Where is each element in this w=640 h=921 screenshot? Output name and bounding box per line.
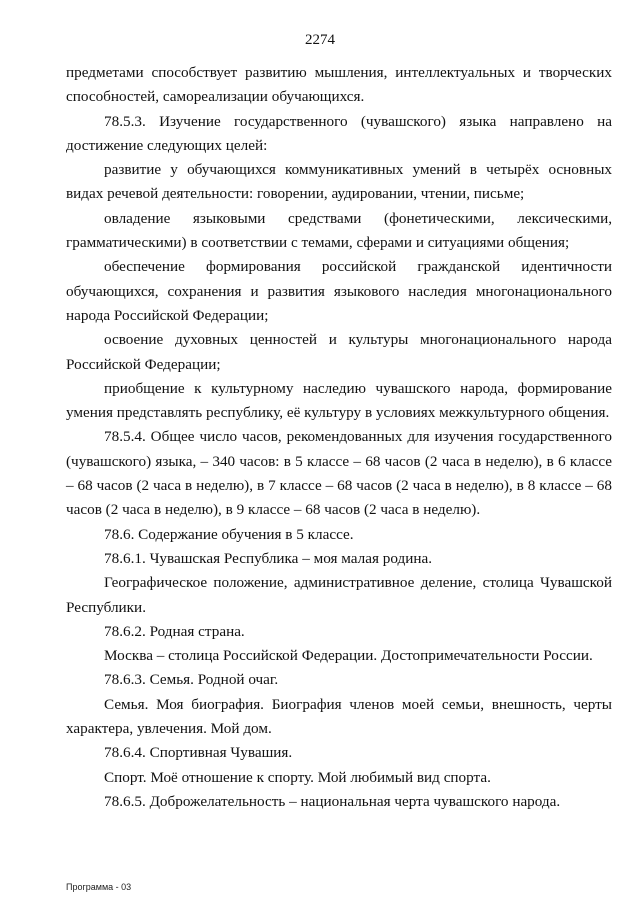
document-body	[66, 61, 612, 814]
goal-communicative-skills: развитие у обучающихся коммуникативных умений в четырёх основных видах речевой деятельности: говорении, аудировании, чтении, письме;	[66, 161, 612, 203]
goal-cultural-heritage: приобщение к культурному наследию чувашского народа, формирование умения представлять республику, её культуру в условиях межкультурного общения.	[66, 379, 612, 422]
content-78-6-2: Москва – столица Российской Федерации. Достопримечательности России.	[104, 647, 593, 665]
content-78-6-1: Географическое положение, административное деление, столица Чувашской Республики.	[66, 574, 612, 616]
paragraph-78-5-4: 78.5.4. Общее число часов, рекомендованных для изучения государственного (чувашского) языка, – 340 часов: в 5 классе – 68 часов (2 часа в неделю), в 6 классе – 68 часов (2 часа в неделю), в 7 классе – 68 часов (2 часа в неделю), в 8 классе – 68 часов (2 часа в неделю), в 9 классе – 68 часов (2 часа в неделю).	[66, 428, 612, 519]
paragraph-78-5-3: 78.5.3. Изучение государственного (чувашского) языка направлено на достижение следующих целей:	[66, 112, 612, 154]
goal-spiritual-values: освоение духовных ценностей и культуры многонационального народа Российской Федерации;	[66, 331, 612, 373]
page-number: 2274	[305, 32, 335, 48]
heading-78-6-2: 78.6.2. Родная страна.	[104, 622, 245, 640]
heading-78-6-3: 78.6.3. Семья. Родной очаг.	[104, 671, 279, 689]
goal-language-means: овладение языковыми средствами (фонетическими, лексическими, грамматическими) в соответствии с темами, сферами и ситуациями общения;	[66, 209, 612, 252]
paragraph-continuation: предметами способствует развитию мышления, интеллектуальных и творческих способностей, самореализации обучающихся.	[66, 64, 612, 106]
heading-78-6-5: 78.6.5. Доброжелательность – национальная черта чувашского народа.	[104, 792, 561, 810]
content-78-6-3: Семья. Моя биография. Биография членов моей семьи, внешность, черты характера, увлечения. Мой дом.	[66, 695, 612, 738]
goal-civic-identity: обеспечение формирования российской гражданской идентичности обучающихся, сохранения и развития языкового наследия многонационального народа Российской Федерации;	[66, 258, 612, 324]
content-78-6-4: Спорт. Моё отношение к спорту. Мой любимый вид спорта.	[104, 768, 491, 786]
page-footer: Программа - 03	[66, 882, 132, 892]
heading-78-6: 78.6. Содержание обучения в 5 классе.	[104, 525, 354, 543]
heading-78-6-1: 78.6.1. Чувашская Республика – моя малая родина.	[104, 549, 433, 567]
heading-78-6-4: 78.6.4. Спортивная Чувашия.	[104, 744, 293, 762]
